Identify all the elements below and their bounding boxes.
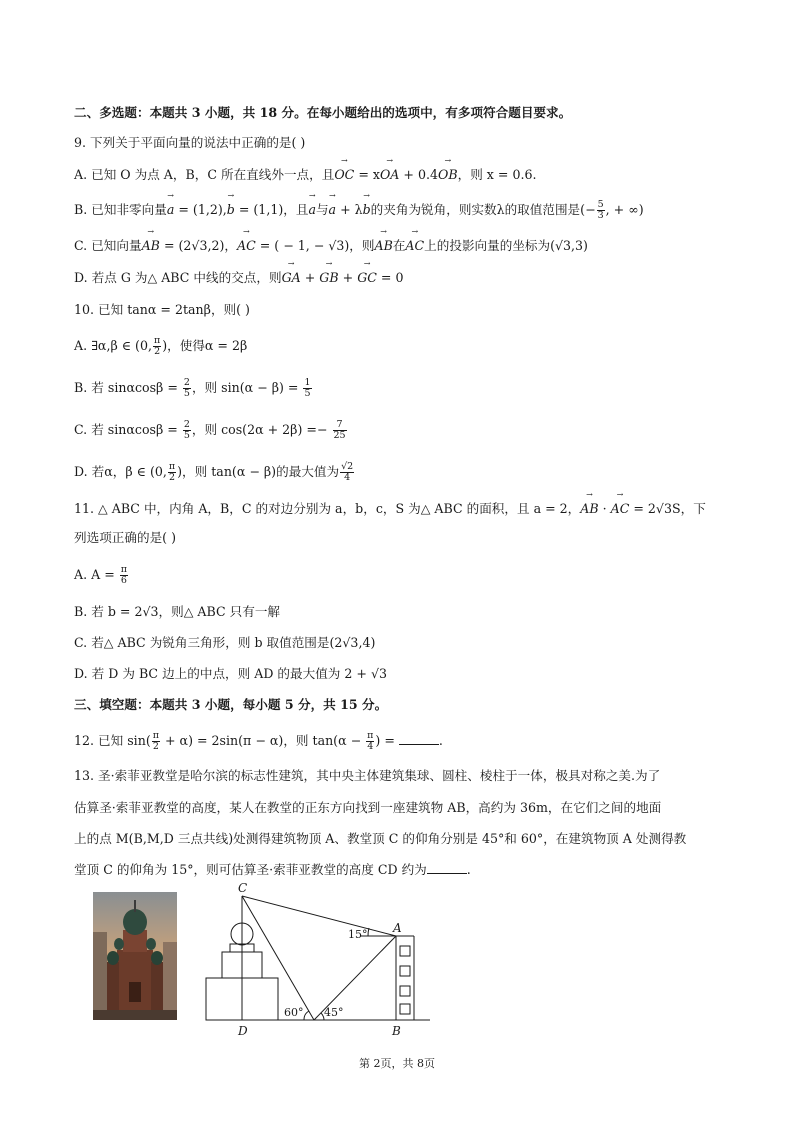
section-2-title: 二、多选题：本题共 3 小题，共 18 分。在每小题给出的选项中，有多项符合题目要求。 bbox=[74, 105, 572, 120]
answer-blank[interactable] bbox=[427, 861, 467, 874]
vector-ob: → OB bbox=[438, 166, 458, 184]
q11-option-a: A. A = $\frac{\pi}{6}$ bbox=[74, 564, 128, 586]
label-c: C bbox=[238, 881, 248, 895]
vector-oc: → OC bbox=[334, 166, 354, 184]
label-a: A bbox=[393, 921, 402, 935]
label-angle-60: 60° bbox=[284, 1006, 304, 1019]
q9-option-b: B. 已知非零向量→ a = (1,2),→ b = (1,1)，且→ a与→ a + λ→ b的夹角为锐角，则实数λ的取值范围是(− $\frac{5}{3}$ , + ∞) bbox=[74, 200, 644, 221]
label-angle-45: 45° bbox=[324, 1006, 344, 1019]
q10-option-d: D. 若α，β ∈ (0, $\frac{\pi}{2}$ )，则 tan(α − β)的最大值为 $\frac{√2}{4}$ bbox=[74, 461, 354, 483]
q11-option-c: C. 若△ ABC 为锐角三角形，则 b 取值范围是(2√3,4) bbox=[74, 635, 376, 650]
q10-option-b: B. 若 sinαcosβ = $\frac{2}{5}$ ，则 sin(α − β) = $\frac{1}{5}$ bbox=[74, 377, 311, 399]
answer-blank[interactable] bbox=[399, 732, 439, 745]
q9-option-a: A. 已知 O 为点 A，B，C 所在直线外一点，且→ OC = x→ OA + 0.4→ OB，则 x = 0.6. bbox=[74, 166, 536, 184]
q10-option-a: A. ∃α,β ∈ (0, $\frac{\pi}{2}$ )，使得α = 2β bbox=[74, 335, 248, 357]
q11-option-b: B. 若 b = 2√3，则△ ABC 只有一解 bbox=[74, 604, 281, 619]
q9-option-d: D. 若点 G 为△ ABC 中线的交点，则→ GA + → GB + → GC = 0 bbox=[74, 269, 403, 287]
q10-stem: 10. 已知 tanα = 2tanβ，则( ) bbox=[74, 302, 250, 317]
q9-stem: 9. 下列关于平面向量的说法中正确的是( ) bbox=[74, 135, 306, 150]
label-b: B bbox=[392, 1024, 401, 1038]
page-footer: 第 2页，共 8页 bbox=[359, 1057, 435, 1070]
q10-option-c: C. 若 sinαcosβ = $\frac{2}{5}$ ，则 cos(2α + 2β) =− $\frac{7}{25}$ bbox=[74, 419, 346, 441]
section-3-title: 三、填空题：本题共 3 小题，每小题 5 分，共 15 分。 bbox=[74, 697, 388, 712]
geometry-figure bbox=[200, 878, 440, 1038]
q13-line4: 堂顶 C 的仰角为 15°，则可估算圣·索菲亚教堂的高度 CD 约为 . bbox=[74, 862, 471, 877]
q13-line1: 13. 圣·索菲亚教堂是哈尔滨的标志性建筑，其中央主体建筑集球、圆柱、棱柱于一体，极具对称之美.为了 bbox=[74, 768, 661, 783]
label-d: D bbox=[238, 1024, 248, 1038]
q11-option-d: D. 若 D 为 BC 边上的中点，则 AD 的最大值为 2 + √3 bbox=[74, 666, 388, 681]
cathedral-photo bbox=[93, 892, 177, 1020]
q12: 12. 已知 sin( $\frac{\pi}{2}$ + α) = 2sin(π − α)，则 tan(α − $\frac{\pi}{4}$ ) = . bbox=[74, 730, 443, 752]
label-angle-15: 15° bbox=[348, 928, 368, 941]
fraction: $\frac{5}{3}$ bbox=[597, 199, 604, 221]
q13-line2: 估算圣·索菲亚教堂的高度，某人在教堂的正东方向找到一座建筑物 AB，高约为 36m，在它们之间的地面 bbox=[74, 800, 662, 815]
q11-stem-line1: 11. △ ABC 中，内角 A，B，C 的对边分别为 a，b，c，S 为△ ABC 的面积，且 a = 2，→ AB · → AC = 2√3S，下 bbox=[74, 500, 706, 518]
q9-option-c: C. 已知向量→ AB = (2√3,2)，→ AC = ( − 1, − √3)，则→ AB在→ AC上的投影向量的坐标为(√3,3) bbox=[74, 237, 588, 255]
vector-oa: → OA bbox=[380, 166, 399, 184]
q13-line3: 上的点 M(B,M,D 三点共线)处测得建筑物顶 A、教堂顶 C 的仰角分别是 45°和 60°，在建筑物顶 A 处测得教 bbox=[74, 831, 687, 846]
q11-stem-line2: 列选项正确的是( ) bbox=[74, 530, 176, 545]
